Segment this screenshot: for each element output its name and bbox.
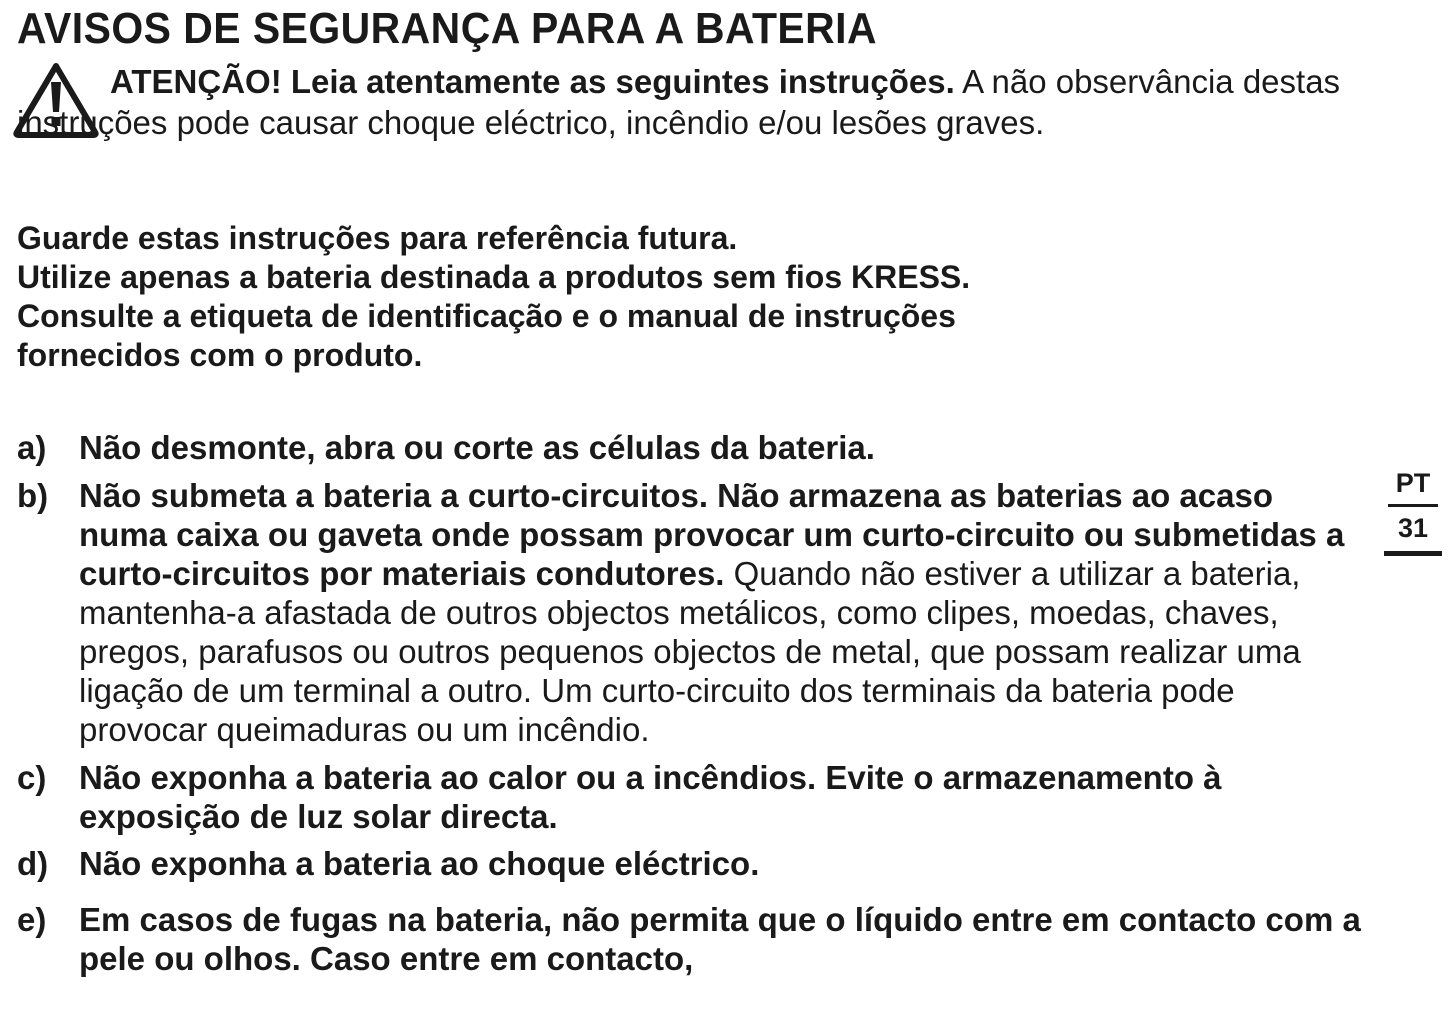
note-line: Guarde estas instruções para referência futura. [17, 220, 738, 256]
tab-underline [1384, 551, 1442, 556]
item-bold-text: Não submeta a bateria a curto-circuitos. Não armazena as baterias ao acaso numa caixa ou gaveta onde possam provocar um curto-circuito ou submetidas a curto-circuitos por materiais condutores. [79, 477, 1345, 592]
page-title: AVISOS DE SEGURANÇA PARA A BATERIA [17, 4, 878, 53]
note-line: Utilize apenas a bateria destinada a produtos sem fios KRESS. [17, 259, 971, 295]
list-item [17, 428, 1367, 467]
warning-text: A não observância destas instruções pode causar choque eléctrico, incêndio e/ou lesões graves. [17, 63, 1341, 141]
note-line: Consulte a etiqueta de identificação e o manual de instruções [17, 298, 956, 334]
item-marker: e) [17, 901, 47, 938]
tab-divider [1388, 504, 1438, 507]
item-bold-text: Em casos de fugas na bateria, não permita que o líquido entre em contacto com a pele ou olhos. Caso entre em contacto, [79, 901, 1361, 977]
instruction-notes [17, 219, 970, 375]
list-item [17, 900, 1367, 978]
item-bold-text: Não exponha a bateria ao choque eléctrico. [79, 845, 760, 882]
item-marker: d) [17, 845, 49, 882]
list-item [17, 476, 1367, 749]
list-item [17, 844, 1367, 883]
item-bold-text: Não exponha a bateria ao calor ou a incêndios. Evite o armazenamento à exposição de luz solar directa. [79, 759, 1222, 835]
item-marker: c) [17, 759, 47, 796]
item-marker: a) [17, 429, 47, 466]
page-number: 31 [1397, 513, 1429, 543]
item-marker: b) [17, 477, 49, 514]
language-page-tab [1384, 466, 1442, 556]
note-line: fornecidos com o produto. [17, 337, 423, 373]
warning-lead: ATENÇÃO! Leia atentamente as seguintes instruções. [110, 63, 955, 100]
warning-paragraph [17, 61, 1347, 143]
list-item [17, 758, 1367, 836]
item-text: Quando não estiver a utilizar a bateria, mantenha-a afastada de outros objectos metálicos, como clipes, moedas, chaves, pregos, parafusos ou outros pequenos objectos de metal, que possam realizar uma ligação de um terminal a outro. Um curto-circuito dos terminais da bateria pode provocar queimaduras ou um incêndio. [79, 555, 1301, 748]
language-code: PT [1395, 468, 1431, 498]
item-bold-text: Não desmonte, abra ou corte as células da bateria. [79, 429, 875, 466]
safety-list [17, 428, 1367, 978]
